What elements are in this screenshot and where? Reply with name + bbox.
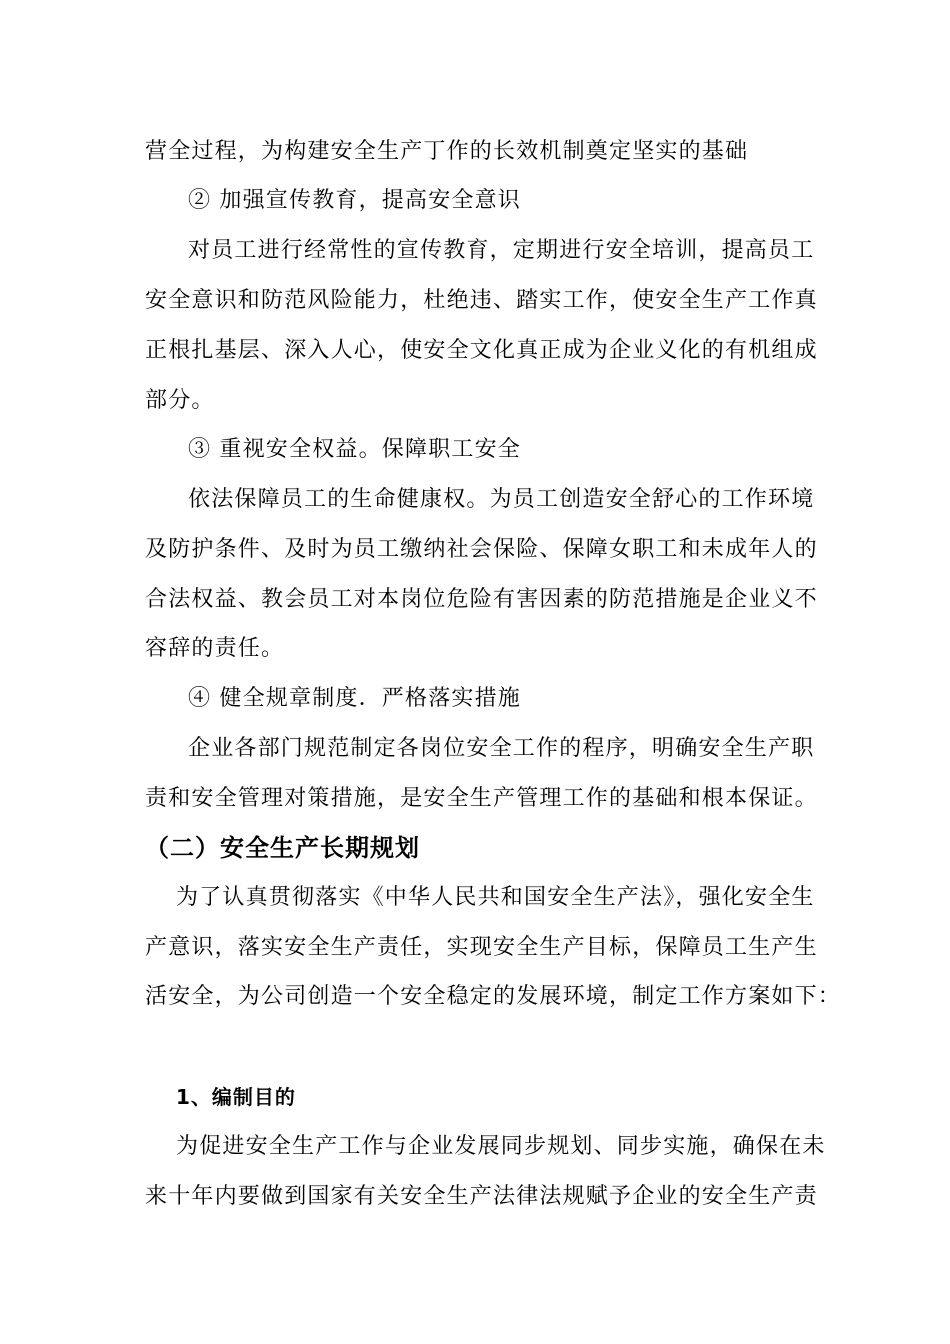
paragraph-line: 活安全，为公司创造一个安全稳定的发展环境，制定工作方案如下：	[145, 984, 842, 1009]
paragraph-line: 对员工进行经常性的宣传教育，定期进行安全培训，提高员工	[188, 238, 815, 263]
paragraph-line: 为促进安全生产工作与企业发展同步规划、同步实施，确保在未	[176, 1134, 826, 1159]
paragraph-line: 正根扎基层、深入人心，使安全文化真正成为企业义化的有机组成	[145, 338, 818, 363]
numbered-item-heading: ③ 重视安全权益。保障职工安全	[188, 437, 521, 462]
paragraph-line: 依法保障员工的生命健康权。为员工创造安全舒心的工作环境	[188, 487, 815, 512]
paragraph-line: 及防护条件、及时为员工缴纳社会保险、保障女职工和未成年人的	[145, 537, 818, 562]
paragraph-line: 容辞的责任。	[145, 636, 285, 661]
subsection-heading: 1、编制目的	[176, 1085, 296, 1109]
paragraph-line: 企业各部门规范制定各岗位安全工作的程序，明确安全生产职	[188, 736, 815, 761]
paragraph-line: 安全意识和防范风险能力，杜绝违、踏实工作，使安全生产工作真	[145, 288, 818, 313]
paragraph-line: 责和安全管理对策措施，是安全生产管理工作的基础和根本保证。	[145, 786, 818, 811]
numbered-item-heading: ④ 健全规章制度．严格落实措施	[188, 686, 521, 711]
numbered-item-heading: ② 加强宣传教育，提高安全意识	[188, 188, 521, 213]
paragraph-line: 为了认真贯彻落实《中华人民共和国安全生产法》，强化安全生	[176, 885, 815, 910]
paragraph-line: 产意识，落实安全生产责任，实现安全生产目标，保障员工生产生	[145, 935, 818, 960]
paragraph-line: 营全过程，为构建安全生产丁作的长效机制奠定坚实的基础	[145, 139, 749, 164]
paragraph-line: 合法权益、教会员工对本岗位危险有害因素的防范措施是企业义不	[145, 587, 818, 612]
paragraph-line: 部分。	[145, 388, 215, 413]
section-heading: （二）安全生产长期规划	[145, 834, 420, 862]
paragraph-line: 来十年内要做到国家有关安全生产法律法规赋予企业的安全生产责	[145, 1184, 818, 1209]
